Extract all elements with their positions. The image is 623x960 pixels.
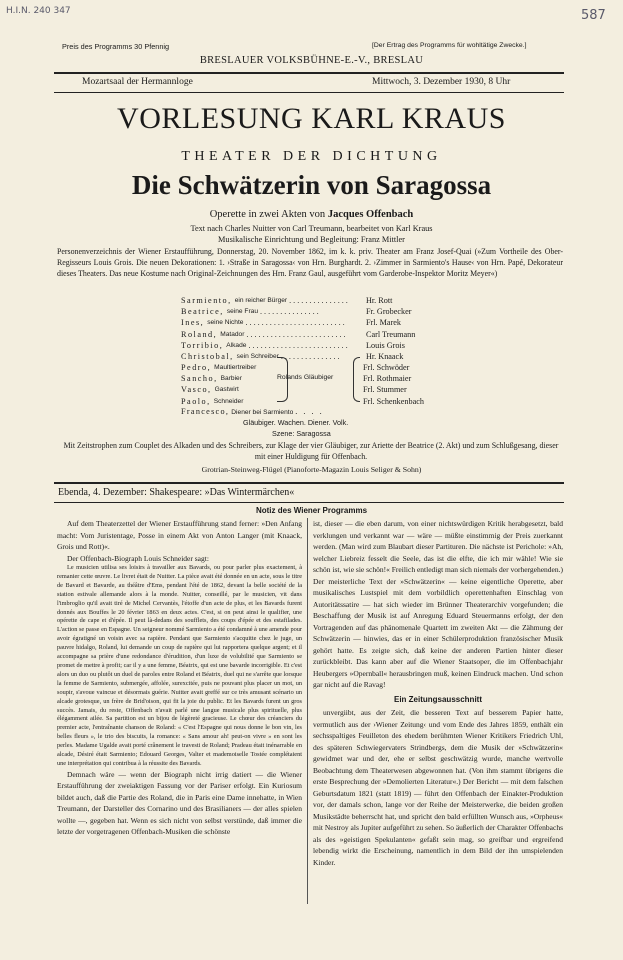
right-column bbox=[313, 518, 563, 868]
cast-row: Sarmiento, ein reicher Bürger ............... Hr. Rott bbox=[181, 296, 393, 305]
left-column bbox=[57, 518, 302, 838]
french-quote: Le musicien utilisa ses loisirs à travailler aux Bavards, ou pour parler plus exactement, à remanier cette œuvre. Le livret était de Nuitter. La pièce avait été donnée en un acte, sous le titre de Bavard et Bavarde, au théâtre d'Ems, pendant l'été de 1862, devant la belle société de la station estivale allemande alors à la monde. Nuitter, conseillé, par le musicien, vit dans l'imbroglio qu'il avait tiré de Michel Cervantès, l'étoffe d'un acte de plus, et les Bavards furent donnés aux Bouffes le 20 février 1863 en deux actes. C'est, si on peut ainsi le qualifier, une opérette de cape et d'épée. Il peut là-dedans des soufflets, des coups d'épée et des estafilades. L'action se passe en Espagne. Un seigneur nommé Sarmiento a été condamné à une amende pour avoir égratigné un voisin avec sa rapière. Pendant que Sarmiento s'acquitte chez le juge, un pauvre hidalgo, Roland, lui demande un coup de rapière qui lui rapportera quelque argent; et il accompagne sa prière d'une redondance d'érudition, d'un luxe de volubilité que Sarmiento se promet de mettre à profit; car il y a une femme, Béatrix, qui est une bavarde incorrigible. Et c'est alors un duo ou plutôt un duel de paroles entre Roland et Béatrix, duel qui ne s'arrête que lorsque la femme de Sarmiento, submergée, affolée, surexcitée, puis ne pouvant plus placer un mot, un soupir, s'avoue vaincue et désormais guérie. Nuitter avait greffé sur ce très amusant scénario un alcade grotesque, un frère de Brid'oison, qui fit la joie du public. Et les Bavards furent un gros succès. Jamais, du reste, Offenbach n'avait parlé une langue musicale plus spirituelle, plus élégamment ailée. Sa partition est un bijou de légèreté gracieuse. Le chœur des créanciers du premier acte, l'entraînante chanson de Roland: « C'est l'Espagne qui nous donne le bon vin, les belles fleurs », le trio des biscuits, la romance: « Sans amour ah! peut-on vivre » en sont les perles. Madame Ugalde avait porté crânement le travesti de Roland; Pradeau était inénarrable en alcade, Désiré était Sarmiento; Edouard Georges, Valter et mademoiselle Tostée complétaient une interprétation qui contribua à la réussite des Bavards. bbox=[57, 564, 302, 767]
creditor-row: Paolo, Schneider bbox=[181, 396, 244, 406]
cast-list bbox=[181, 295, 461, 362]
creditor-row: Vasco, Gastwirt bbox=[181, 385, 239, 395]
event-subtitle: THEATER DER DICHTUNG bbox=[181, 149, 442, 164]
creditor-row: Sancho, Barbier bbox=[181, 374, 242, 384]
paragraph: unvergiibt, aus der Zeit, die besseren Text auf besserem Papier hatte, vermutlich aus der ›Wiener Zeitung‹ und vom Ende des Jahres 1859, enthält ein sechsspaltiges Feuilleton des ehedem berühmten Wiener Kritikers Friedrich Uhl, des späteren Schwiegervaters Strindbergs, dem die Musik der »Schwätzerin« gewidmet war und der, ehe er selbst geschwätzig wurde, manche wertvolle Beobachtung dem Theaterwesen abgewonnen hat. (Von ihm stammt übrigens die erste Besprechung der »Demolierten Literatur«.) Der Bericht — mit dem falschen Geburtsdatum 1821 (statt 1819) — führt den Offenbach der Einakter-Produktion vor, der damals schon, lange vor der Reihe der Meisterwerke, die beiden großen Musikstädte beherrscht hat, und spricht den bald erfüllten Wunsch aus, »Orpheus« mit Nestroy als Jupiter aufgeführt zu sehen. So äußerlich der Charakter Offenbachs als des »geistigen Spekulanten« gefaßt sein mag, so greifbar und ergreifend lebendig wirkt die Erscheinung, namentlich in dem Bild der ihn umspielenden Kinder. bbox=[313, 708, 563, 867]
price-note: Preis des Programms 30 Pfennig bbox=[62, 42, 170, 51]
zeitungsausschnitt-heading: Ein Zeitungsausschnitt bbox=[393, 694, 482, 704]
rule-venue bbox=[54, 92, 564, 93]
cast-row: Christobal, sein Schreiber ............... Hr. Knaack bbox=[181, 351, 404, 361]
composer: Jacques Offenbach bbox=[327, 209, 414, 220]
text-credit: Text nach Charles Nuitter von Carl Treumann, bearbeitet von Karl Kraus bbox=[190, 224, 433, 233]
venue: Mozartsaal der Hermannloge bbox=[82, 77, 193, 87]
cast-row: Beatrice, seine Frau ............... Fr. Grobecker bbox=[181, 307, 412, 317]
cast-row: Torribio, Alkade ......................... Louis Grois bbox=[181, 340, 405, 350]
music-credit: Musikalische Einrichtung und Begleitung: Franz Mittler bbox=[218, 235, 405, 244]
work-genre: Operette in zwei Akten von Jacques Offenbach bbox=[209, 209, 414, 220]
rule-next bbox=[54, 482, 564, 484]
piano-credit: Grotrian-Steinweg-Flügel (Pianoforte-Magazin Louis Seliger & Sohn) bbox=[201, 465, 422, 474]
paragraph: Demnach wäre — wenn der Biograph nicht irrig datiert — die Wiener Erstaufführung der zweiaktigen Fassung vor der Pariser erfolgt. Ein Kuriosum bildet auch, daß die Partie des Roland, die in Paris eine Dame innehatte, in Wien Treumann, der Darsteller des Cornarino und des Brasilianers — der alles spielen wollte —, gegeben hat. Wenn es sich nicht von selbst verstünde, daß immer die letzte der vorgetragenen Offenbach-Musiken die schönste bbox=[57, 769, 302, 837]
column-divider bbox=[307, 518, 308, 904]
extras: Gläubiger. Wachen. Diener. Volk. bbox=[243, 418, 349, 427]
actors-brace bbox=[353, 357, 360, 402]
organization: BRESLAUER VOLKSBÜHNE-E.-V., BRESLAU bbox=[199, 55, 424, 66]
rule-notiz bbox=[54, 502, 564, 503]
archive-page-number: 587 bbox=[581, 8, 606, 23]
next-event: Ebenda, 4. Dezember: Shakespeare: »Das Wintermärchen« bbox=[58, 487, 295, 498]
creditors-list bbox=[181, 362, 276, 407]
creditors-label: Rolands Gläubiger bbox=[277, 374, 334, 381]
proceeds-note: [Der Ertrag des Programms für wohltätige Zwecke.] bbox=[372, 42, 527, 49]
francesco-row: Francesco, Diener bei Sarmiento . . . . bbox=[181, 407, 324, 416]
archive-signature: H.I.N. 240 347 bbox=[6, 6, 71, 16]
scene: Szene: Saragossa bbox=[272, 429, 331, 438]
cast-row: Ines, seine Nichte ......................... Frl. Marek bbox=[181, 318, 402, 328]
notiz-heading: Notiz des Wiener Programms bbox=[255, 506, 368, 515]
paragraph: ist, dieser — die eben darum, von einer nichtswürdigen Kritik herabgesetzt, bald verklungen und verkannt war — wäre — müßte einstimmig der Preis zuerkannt werden. (Man wird zum Blaubart dieser Partituren. Die nächste ist Perichole: »Ah, welcher Liebreiz fesselt die Seele, das ist die elfte, die ich mir wähle! Wie sie schön ist, wie sie schön!« Freilich entledigt man sich niemals der vorhergehenden.) Der meisterliche Text der »Schwätzerin« — keine eigentliche Operette, aber musikalisches Lustspiel mit dem vorbildlich operettenhaften Einschlag von Autoritätssatire — hat sich wieder im Brünner Theaterarchiv vorgefunden; die Beschaffung der Musik ist auf Anregung Eduard Steuermanns erfolgt, der den Vortragenden auf das phänomenale Quartett im zweiten Akt — die Zähmung der Schwätzerin — hinwies, das er in einer Schülerproduktion französischer Musik gehört hatte. Es zeigte sich, daß keine der anderen Partien hinter dieser zurückbleibt. Das kann aber auf die Wiener Staatsoper, die im Offenbachjahr Heubergers »Opernball« herausbringen muß, keinen Eindruck machen. Und schon gar nicht auf die Ravag! bbox=[313, 519, 564, 689]
creditors-actors: Frl. Schwöder Frl. Rothmaier Frl. Stummer Frl. Schenkenbach bbox=[363, 363, 424, 406]
work-title: Die Schwätzerin von Saragossa bbox=[131, 170, 492, 200]
event-datetime: Mittwoch, 3. Dezember 1930, 8 Uhr bbox=[372, 77, 511, 87]
cast-row: Roland, Matador ......................... Carl Treumann bbox=[181, 329, 416, 339]
paragraph: Der Offenbach-Biograph Louis Schneider sagt: bbox=[67, 553, 209, 563]
event-title: VORLESUNG KARL KRAUS bbox=[117, 102, 506, 135]
paragraph: Auf dem Theaterzettel der Wiener Erstaufführung stand ferner: »Den Anfang macht: Vom Juristentage, Posse in einem Akt von Anton Langer (mit Knaack, Grois und Rott)«. bbox=[57, 519, 302, 551]
zeitstrophen-note: Mit Zeitstrophen zum Couplet des Alkaden und des Schreibers, zur Klage der vier Gläubiger, zur Ariette der Beatrice (2. Akt) und zum Schlußgesang, dieser mit einer Huldigung für Offenbach. bbox=[63, 441, 559, 462]
rule-top bbox=[54, 72, 564, 74]
premiere-note: Personenverzeichnis der Wiener Erstaufführung, Donnerstag, 20. November 1862, im k. k. priv. Theater am Franz Josef-Quai (»Zum Vortheile des Ober-Regisseurs Louis Grois. Die neuen Dekorationen: 1. ›Straße in Saragossa‹ von Hrn. Burghardt. 2. ›Zimmer in Sarmiento's Hause‹ von Hrn. Papé, Dekorateur dieses Theaters. Das neue Kostume nach Original-Zeichnungen des Hrn. Franz Gaul, ausgeführt vom Garderobe-Inspektor Moritz Meyer«) bbox=[57, 247, 563, 279]
creditor-row: Pedro, Maultiertreiber bbox=[181, 363, 257, 372]
